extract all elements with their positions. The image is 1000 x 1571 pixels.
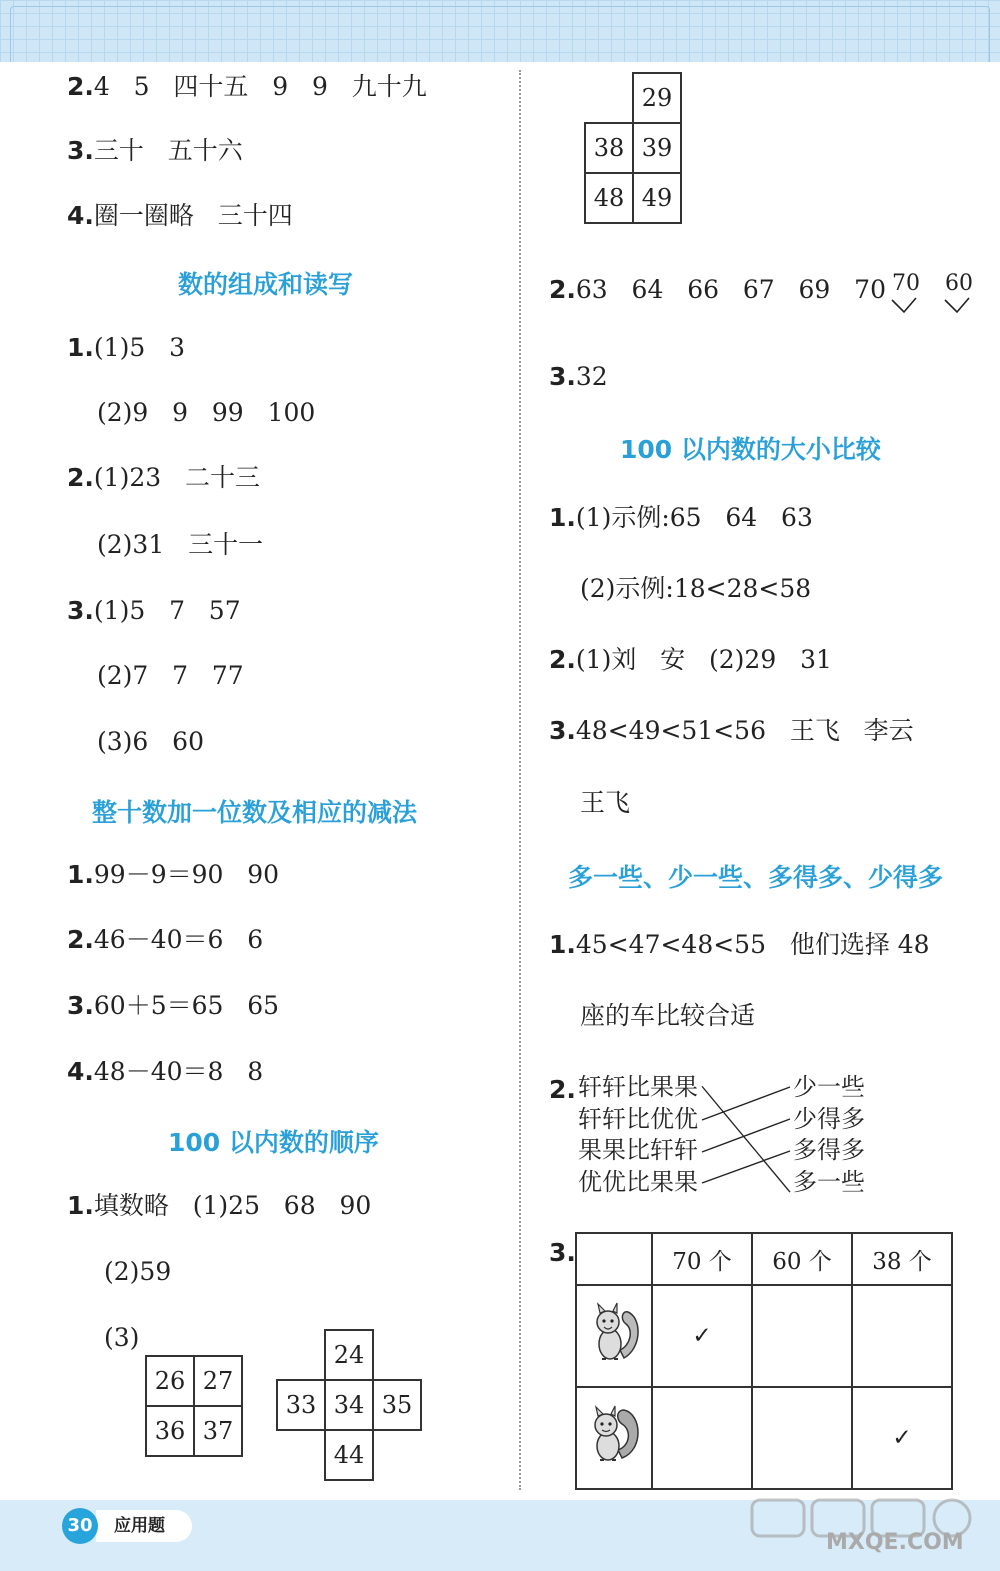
grid-cell: 26 (146, 1356, 194, 1406)
grid-cell: 36 (146, 1406, 194, 1456)
answer-line: 4.48－40＝8 8 (67, 1057, 264, 1086)
match-right-item: 多一些 (793, 1167, 865, 1196)
check-icon: ✓ (892, 1425, 912, 1451)
match-left-item: 轩轩比果果 (578, 1073, 698, 1101)
answer-line: 1.(1)5 3 (67, 333, 185, 362)
answer-line: 3.60＋5＝65 65 (67, 991, 280, 1020)
squirrel-image (576, 1285, 652, 1387)
column-divider (519, 70, 521, 1490)
match-right-item: 少得多 (793, 1104, 865, 1133)
number-grid-top (584, 72, 682, 224)
section-title: 整十数加一位数及相应的减法 (92, 798, 418, 827)
answer-line: 2.4 5 四十五 9 9 九十九 (67, 72, 427, 101)
answer-line: (2)7 7 77 (97, 661, 244, 690)
answer-line: 4.圈一圈略 三十四 (67, 201, 293, 230)
check-icon: ✓ (692, 1323, 712, 1349)
grid-cell: 35 (373, 1380, 421, 1430)
footer-label: 应用题 (96, 1510, 192, 1542)
answer-line: 1.(1)示例:65 64 63 (549, 503, 813, 532)
section-title: 100 以内数的顺序 (168, 1128, 379, 1157)
answer-line: 2.63 64 66 67 69 70 (549, 275, 886, 304)
answer-line: (2)9 9 99 100 (97, 398, 316, 427)
match-left-item: 优优比果果 (578, 1167, 698, 1196)
table-cell (752, 1387, 852, 1489)
top-header-band (0, 0, 1000, 62)
grid-cell: 49 (633, 173, 681, 223)
question-number: 2. (549, 1075, 576, 1104)
grid-cell: 24 (325, 1330, 373, 1380)
match-left-item: 果果比轩轩 (578, 1136, 698, 1164)
grid-cell: 27 (194, 1356, 242, 1406)
grid-cell: 29 (633, 73, 681, 123)
table-header: 38 个 (852, 1233, 952, 1285)
checked-number: 70 (892, 271, 920, 296)
table-cell (852, 1387, 952, 1489)
answer-line: (2)示例:18<28<58 (580, 574, 812, 603)
answer-line: 2.(1)23 二十三 (67, 463, 260, 492)
table-header: 70 个 (652, 1233, 752, 1285)
match-right-list (793, 1072, 865, 1198)
match-left-item: 轩轩比优优 (578, 1104, 698, 1133)
page-number: 30 (62, 1508, 98, 1544)
squirrel-icon (584, 1400, 644, 1470)
section-title: 多一些、少一些、多得多、少得多 (568, 863, 944, 892)
grid-cell: 34 (325, 1380, 373, 1430)
number-grid-b (276, 1329, 422, 1481)
squirrel-image (576, 1387, 652, 1489)
comparison-table (575, 1232, 953, 1490)
match-lines (700, 1072, 795, 1202)
table-cell (652, 1285, 752, 1387)
answer-line: (3) (104, 1323, 140, 1352)
answer-line: 1.99－9＝90 90 (67, 860, 280, 889)
number-grid-a (145, 1355, 243, 1457)
answer-line: 2.(1)刘 安 (2)29 31 (549, 645, 832, 674)
table-cell (652, 1387, 752, 1489)
grid-cell: 44 (325, 1430, 373, 1480)
match-right-item: 少一些 (793, 1073, 865, 1101)
answer-line: 2.46－40＝6 6 (67, 925, 264, 954)
grid-cell: 38 (585, 123, 633, 173)
table-cell (752, 1285, 852, 1387)
answer-line: 3.32 (549, 362, 608, 391)
grid-cell: 39 (633, 123, 681, 173)
answer-line: 王飞 (580, 788, 631, 817)
section-title: 100 以内数的大小比较 (620, 435, 881, 464)
table-cell (852, 1285, 952, 1387)
answer-line: 1.45<47<48<55 他们选择 48 (549, 930, 930, 959)
answer-line: 3.(1)5 7 57 (67, 596, 241, 625)
match-left-list (578, 1072, 698, 1198)
question-number: 3. (549, 1238, 576, 1267)
section-title: 数的组成和读写 (178, 270, 354, 299)
checked-number: 60 (945, 271, 973, 296)
answer-line: 1.填数略 (1)25 68 90 (67, 1191, 372, 1220)
answer-line: 座的车比较合适 (580, 1001, 756, 1030)
answer-line: 3.三十 五十六 (67, 136, 243, 165)
grid-cell: 33 (277, 1380, 325, 1430)
watermark-text: MXQE.COM (826, 1530, 964, 1555)
answer-line: (2)59 (104, 1257, 172, 1286)
squirrel-icon (584, 1298, 644, 1368)
table-header: 60 个 (752, 1233, 852, 1285)
grid-cell: 48 (585, 173, 633, 223)
match-right-item: 多得多 (793, 1136, 865, 1164)
answer-line: 3.48<49<51<56 王飞 李云 (549, 716, 914, 745)
grid-cell: 37 (194, 1406, 242, 1456)
answer-line: (2)31 三十一 (97, 530, 264, 559)
check-icons (890, 296, 980, 316)
answer-line: (3)6 60 (97, 727, 204, 756)
